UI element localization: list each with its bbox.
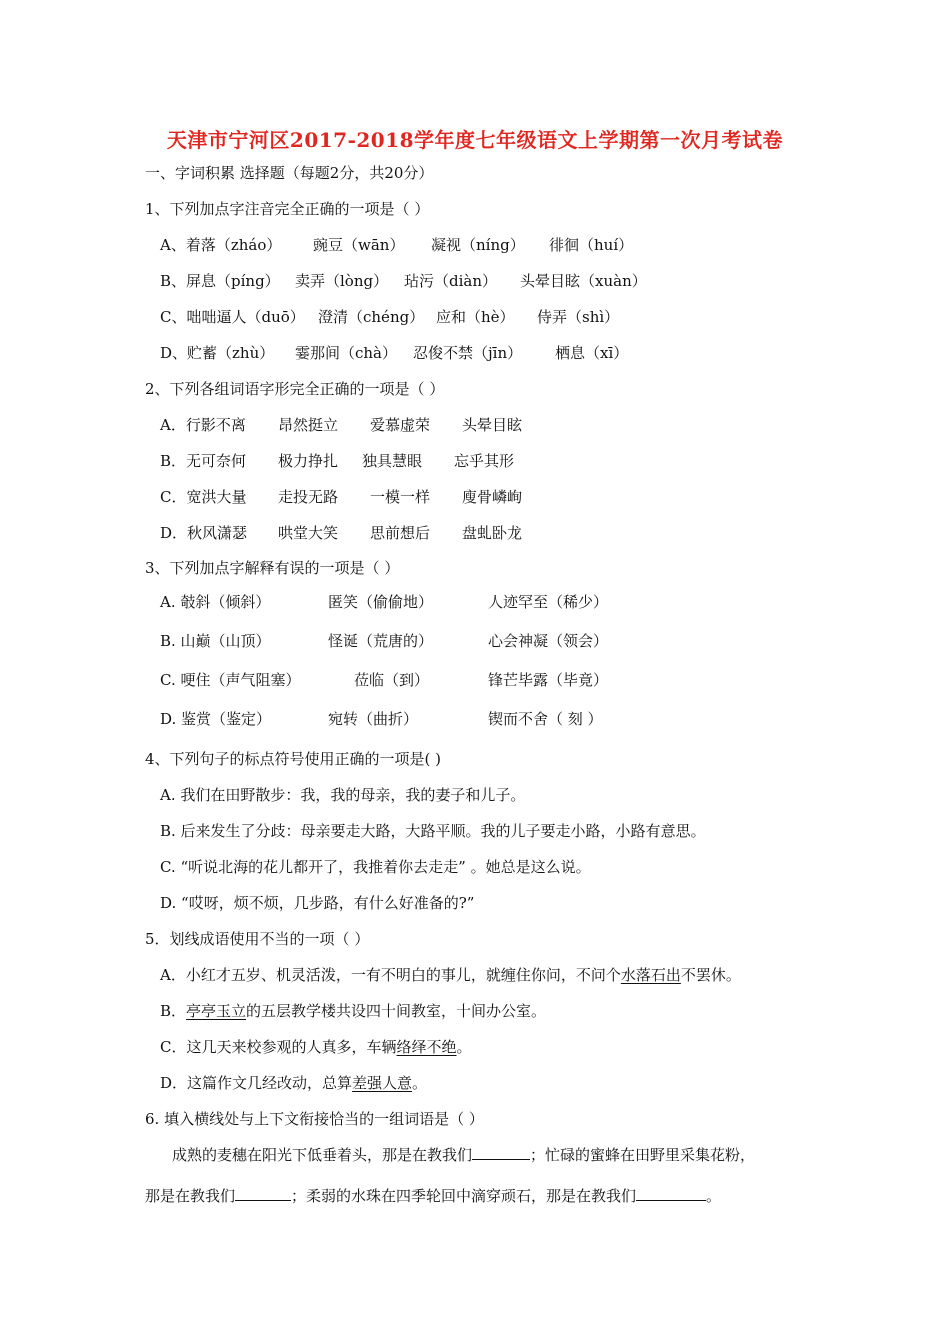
underlined-idiom: 差强人意 bbox=[352, 1074, 413, 1092]
question-5-option-b: B．亭亭玉立的五层教学楼共设四十间教室，十间办公室。 bbox=[160, 1002, 547, 1020]
answer-blank[interactable] bbox=[636, 1186, 706, 1201]
question-1-option-a: A、着落（zháo） 豌豆（wān） 凝视（níng） 徘徊（huí） bbox=[160, 236, 634, 254]
question-6-passage-line-1: 成熟的麦穗在阳光下低垂着头，那是在教我们 ；忙碌的蜜蜂在田野里采集花粉， bbox=[172, 1146, 756, 1164]
question-6-passage-line-2: 那是在教我们 ；柔弱的水珠在四季轮回中滴穿顽石，那是在教我们 。 bbox=[145, 1187, 722, 1205]
question-1-option-d: D、贮蓄（zhù） 霎那间（chà） 忍俊不禁（jīn） 栖息（xī） bbox=[160, 344, 629, 362]
question-4-option-d: D. “哎呀，烦不烦，几步路，有什么好准备的?” bbox=[160, 894, 475, 912]
question-4-stem: 4、下列句子的标点符号使用正确的一项是( ) bbox=[145, 750, 442, 768]
question-5-option-d: D．这篇作文几经改动，总算差强人意。 bbox=[160, 1074, 428, 1092]
question-5-stem: 5．划线成语使用不当的一项（ ） bbox=[145, 930, 370, 948]
question-1-stem: 1、下列加点字注音完全正确的一项是（ ） bbox=[145, 200, 430, 218]
question-2-option-c: C．宽洪大量 走投无路 一模一样 廋骨嶙峋 bbox=[160, 488, 523, 506]
answer-blank[interactable] bbox=[235, 1186, 291, 1201]
question-3-option-d: D. 鉴赏（鉴定） 宛转（曲折） 锲而不舍（ 刻 ） bbox=[160, 710, 603, 728]
question-3-option-b: B. 山巅（山顶） 怪诞（荒唐的） 心会神凝（领会） bbox=[160, 632, 609, 650]
section-heading: 一、字词积累 选择题（每题2分，共20分） bbox=[145, 164, 434, 182]
question-2-option-b: B．无可奈何 极力挣扎 独具慧眼 忘乎其形 bbox=[160, 452, 515, 470]
question-2-stem: 2、下列各组词语字形完全正确的一项是（ ） bbox=[145, 380, 445, 398]
answer-blank[interactable] bbox=[472, 1145, 530, 1160]
question-3-option-a: A. 攲斜（倾斜） 匿笑（偷偷地） 人迹罕至（稀少） bbox=[160, 593, 609, 611]
question-5-option-c: C．这几天来校参观的人真多，车辆络绎不绝。 bbox=[160, 1038, 472, 1056]
question-4-option-c: C. “听说北海的花儿都开了，我推着你去走走” 。她总是这么说。 bbox=[160, 858, 591, 876]
question-2-option-a: A．行影不离 昂然挺立 爱慕虚荣 头晕目眩 bbox=[160, 416, 523, 434]
question-1-option-c: C、咄咄逼人（duō） 澄清（chéng） 应和（hè） 侍弄（shì） bbox=[160, 308, 620, 326]
underlined-idiom: 络绎不绝 bbox=[396, 1038, 457, 1056]
question-4-option-a: A. 我们在田野散步：我，我的母亲，我的妻子和儿子。 bbox=[160, 786, 526, 804]
exam-title: 天津市宁河区2017-2018学年度七年级语文上学期第一次月考试卷 bbox=[166, 128, 784, 152]
question-6-stem: 6. 填入横线处与上下文衔接恰当的一组词语是（ ） bbox=[145, 1110, 484, 1128]
question-3-stem: 3、下列加点字解释有误的一项是（ ） bbox=[145, 559, 400, 577]
question-1-option-b: B、屏息（píng） 卖弄（lòng） 玷污（diàn） 头晕目眩（xuàn） bbox=[160, 272, 647, 290]
question-4-option-b: B. 后来发生了分歧：母亲要走大路，大路平顺。我的儿子要走小路，小路有意思。 bbox=[160, 822, 706, 840]
underlined-idiom: 水落石出 bbox=[620, 966, 681, 984]
question-5-option-a: A．小红才五岁、机灵活泼，一有不明白的事儿，就缠住你问，不问个水落石出不罢休。 bbox=[160, 966, 741, 984]
question-3-option-c: C. 哽住（声气阻塞） 莅临（到） 锋芒毕露（毕竟） bbox=[160, 671, 609, 689]
question-2-option-d: D．秋风潇瑟 哄堂大笑 思前想后 盘虬卧龙 bbox=[160, 524, 523, 542]
underlined-idiom: 亭亭玉立 bbox=[186, 1002, 247, 1020]
